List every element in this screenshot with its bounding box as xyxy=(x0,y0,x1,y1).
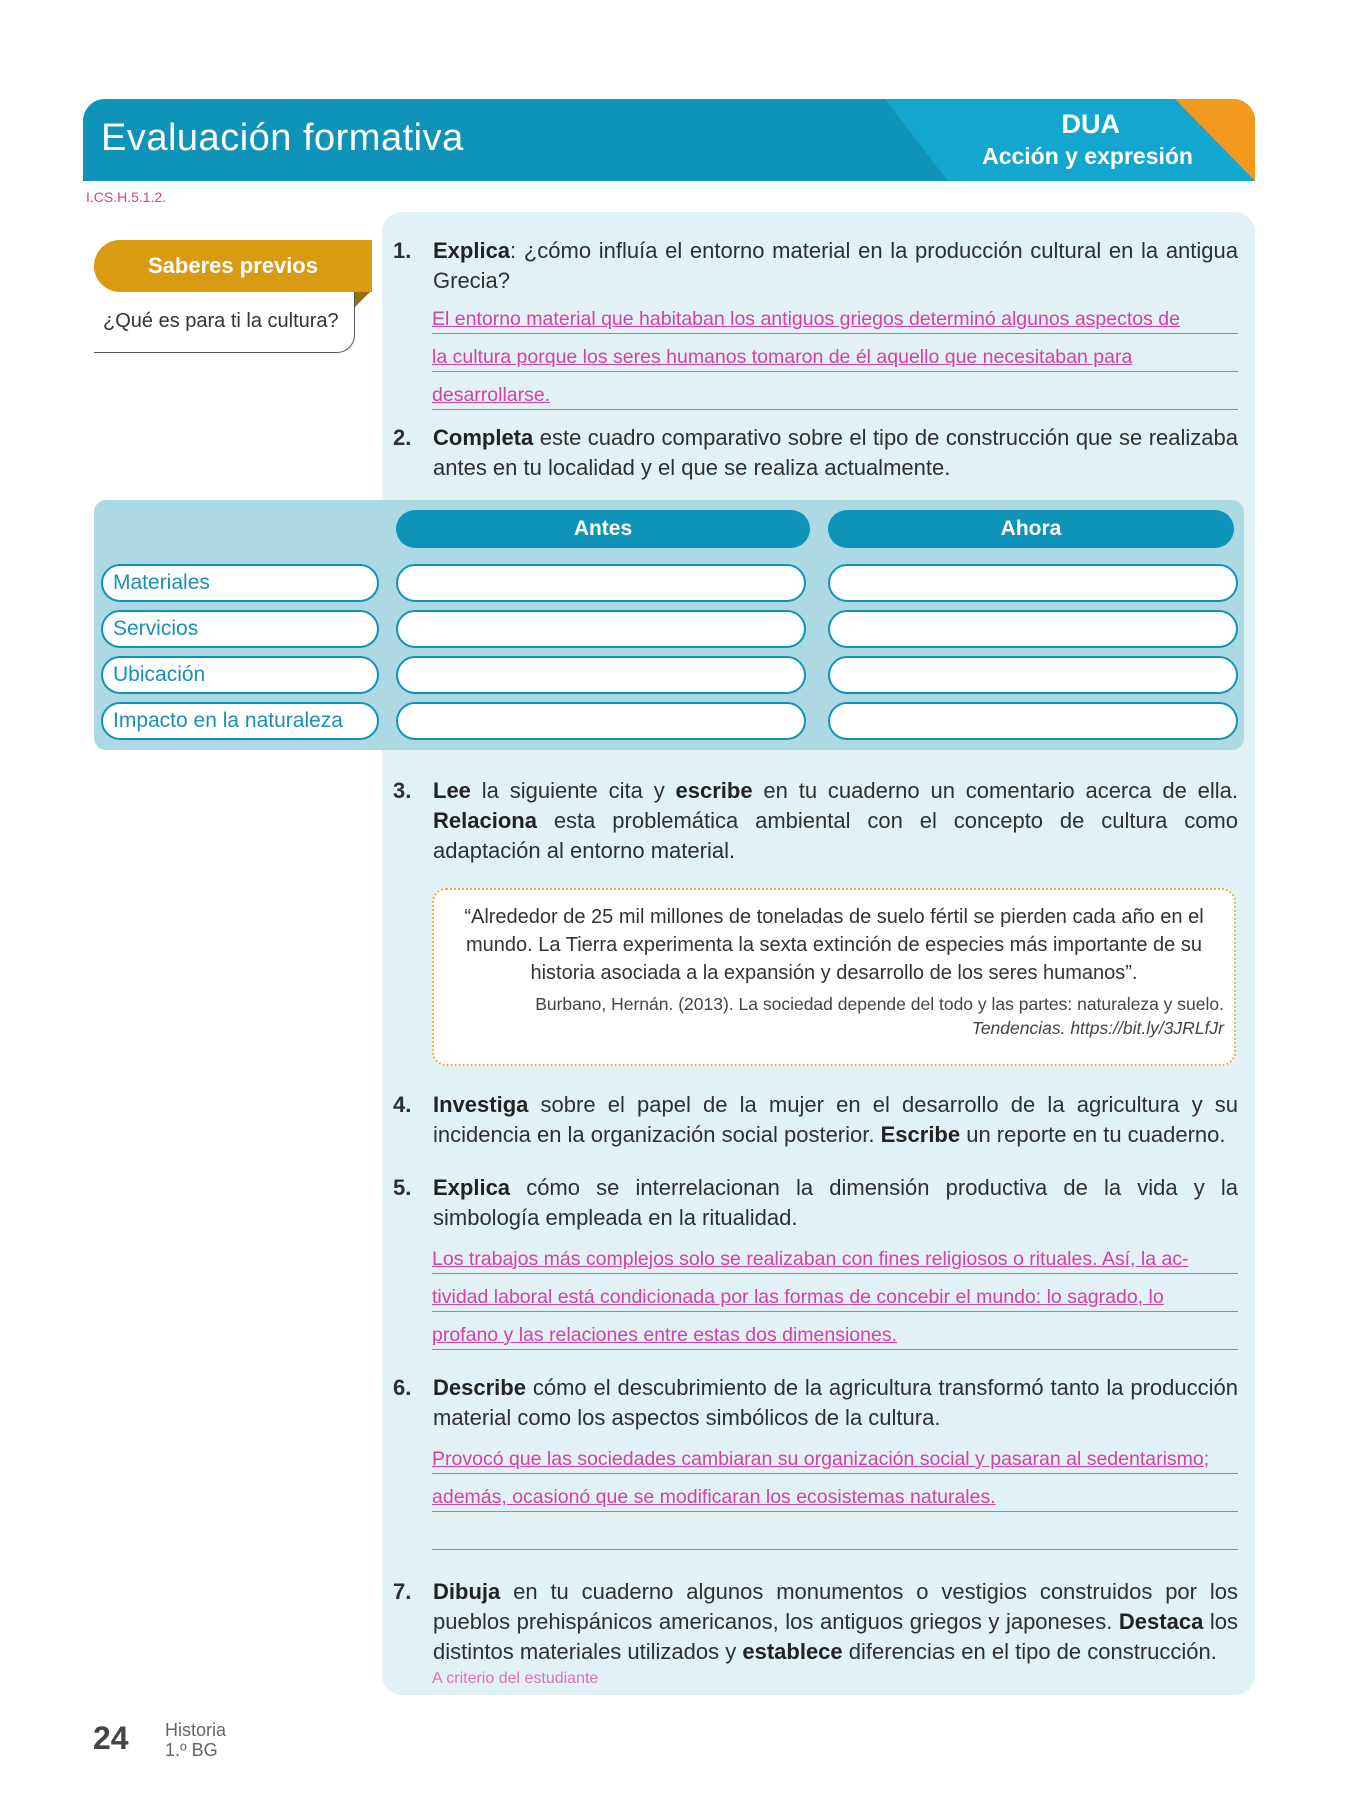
question-verb: establece xyxy=(742,1639,843,1664)
question-text: cómo el descubrimiento de la agricultura transformó tanto la producción material como los aspectos simbólicos de la cultura. xyxy=(433,1375,1238,1430)
grade-label: 1.º BG xyxy=(165,1740,218,1760)
question-verb: Lee xyxy=(433,778,471,803)
row-label-impacto: Impacto en la naturaleza xyxy=(101,702,379,740)
answer-line xyxy=(432,1236,1238,1274)
question-number: 6. xyxy=(393,1375,412,1400)
column-header-antes: Antes xyxy=(396,510,810,548)
answer-text: Los trabajos más complejos solo se realizaban con fines religiosos o rituales. Así, la ac- xyxy=(432,1248,1189,1270)
quote-box xyxy=(432,888,1236,1066)
row-label-ubicacion: Ubicación xyxy=(101,656,379,694)
question-text: la siguiente cita y xyxy=(470,778,676,803)
question-verb: escribe xyxy=(675,778,753,803)
cell-ubicacion-ahora[interactable] xyxy=(828,656,1238,694)
answer-text: profano y las relaciones entre estas dos dimensiones. xyxy=(432,1324,898,1346)
question-verb: Describe xyxy=(433,1375,526,1400)
question-verb: Explica xyxy=(433,238,511,263)
question-6 xyxy=(393,1373,1238,1433)
question-text: en tu cuaderno algunos monumentos o vestigios construidos por los pueblos prehispánicos americanos, los antiguos griegos y japoneses. xyxy=(433,1579,1238,1634)
saberes-tab-fold xyxy=(355,292,370,307)
question-number: 3. xyxy=(393,778,412,803)
question-number: 4. xyxy=(393,1092,412,1117)
answer-line xyxy=(432,296,1238,334)
cell-impacto-ahora[interactable] xyxy=(828,702,1238,740)
answer-line xyxy=(432,334,1238,372)
question-7 xyxy=(393,1577,1238,1667)
answer-line xyxy=(432,1312,1238,1350)
question-verb: Investiga xyxy=(433,1092,529,1117)
answer-line xyxy=(432,1274,1238,1312)
answer-line xyxy=(432,372,1238,410)
cell-servicios-antes[interactable] xyxy=(396,610,806,648)
question-verb: Dibuja xyxy=(433,1579,501,1604)
row-label-servicios: Servicios xyxy=(101,610,379,648)
question-verb: Explica xyxy=(433,1175,511,1200)
cell-impacto-antes[interactable] xyxy=(396,702,806,740)
row-label-materiales: Materiales xyxy=(101,564,379,602)
answer-text: desarrollarse. xyxy=(432,384,551,406)
question-text: : ¿cómo influía el entorno material en la producción cultural en la antigua Grecia? xyxy=(433,238,1238,293)
question-verb: Escribe xyxy=(880,1122,961,1147)
quote-source: Burbano, Hernán. (2013). La sociedad depende del todo y las partes: naturaleza y suelo. xyxy=(535,994,1224,1014)
question-number: 1. xyxy=(393,238,412,263)
question-text: un reporte en tu cuaderno. xyxy=(960,1122,1226,1147)
question-3 xyxy=(393,776,1238,866)
answer-text: además, ocasionó que se modificaran los ecosistemas naturales. xyxy=(432,1486,996,1508)
cell-servicios-ahora[interactable] xyxy=(828,610,1238,648)
answer-line xyxy=(432,1512,1238,1550)
answer-text: tividad laboral está condicionada por las formas de concebir el mundo: lo sagrado, lo xyxy=(432,1286,1164,1308)
question-text: diferencias en el tipo de construcción. xyxy=(842,1639,1217,1664)
indicator-code: I.CS.H.5.1.2. xyxy=(86,189,167,205)
answer-line xyxy=(432,1474,1238,1512)
question-1 xyxy=(393,236,1238,296)
dua-title: DUA xyxy=(1061,109,1120,139)
question-number: 7. xyxy=(393,1579,412,1604)
saberes-previos-tab: Saberes previos xyxy=(94,240,372,292)
question-text: en tu cuaderno un comentario acerca de ella. xyxy=(752,778,1238,803)
question-verb: Relaciona xyxy=(433,808,537,833)
question-verb: Completa xyxy=(433,425,534,450)
answer-block-6 xyxy=(432,1436,1238,1550)
saberes-question: ¿Qué es para ti la cultura? xyxy=(103,310,339,332)
question-text: este cuadro comparativo sobre el tipo de construcción que se realizaba antes en tu localidad y el que se realiza actualmente. xyxy=(433,425,1238,480)
question-5 xyxy=(393,1173,1238,1233)
question-number: 5. xyxy=(393,1175,412,1200)
header-banner xyxy=(83,99,1255,181)
cell-materiales-antes[interactable] xyxy=(396,564,806,602)
page-title: Evaluación formativa xyxy=(101,117,464,159)
quote-source-link: Tendencias. https://bit.ly/3JRLfJr xyxy=(971,1018,1224,1038)
column-header-ahora: Ahora xyxy=(828,510,1234,548)
quote-text: “Alrededor de 25 mil millones de toneladas de suelo fértil se pierden cada año en el mundo. La Tierra experimenta la sexta extinción de especies más importante de su historia asociada a la expansión y desarrollo de los seres humanos”. xyxy=(464,906,1204,984)
answer-text: El entorno material que habitaban los antiguos griegos determinó algunos aspectos de xyxy=(432,308,1180,330)
answer-text: Provocó que las sociedades cambiaran su organización social y pasaran al sedentarismo; xyxy=(432,1448,1210,1470)
question-2 xyxy=(393,423,1238,483)
answer-block-5 xyxy=(432,1236,1238,1350)
cell-materiales-ahora[interactable] xyxy=(828,564,1238,602)
answer-text: la cultura porque los seres humanos tomaron de él aquello que necesitaban para xyxy=(432,346,1133,368)
answer-note: A criterio del estudiante xyxy=(432,1670,599,1687)
question-text: los distintos materiales utilizados y xyxy=(433,1609,1238,1664)
question-text: sobre el papel de la mujer en el desarrollo de la agricultura y su incidencia en la organización social posterior. xyxy=(433,1092,1238,1147)
answer-line xyxy=(432,1436,1238,1474)
dua-subtitle: Acción y expresión xyxy=(982,143,1193,169)
footer-subject xyxy=(165,1720,226,1760)
subject-name: Historia xyxy=(165,1720,227,1740)
page-number: 24 xyxy=(93,1720,129,1756)
question-text: esta problemática ambiental con el concepto de cultura como adaptación al entorno material. xyxy=(433,808,1238,863)
question-verb: Destaca xyxy=(1118,1609,1204,1634)
question-text: cómo se interrelacionan la dimensión productiva de la vida y la simbología empleada en la ritualidad. xyxy=(433,1175,1238,1230)
answer-block-1 xyxy=(432,296,1238,410)
cell-ubicacion-antes[interactable] xyxy=(396,656,806,694)
question-number: 2. xyxy=(393,425,412,450)
question-4 xyxy=(393,1090,1238,1150)
